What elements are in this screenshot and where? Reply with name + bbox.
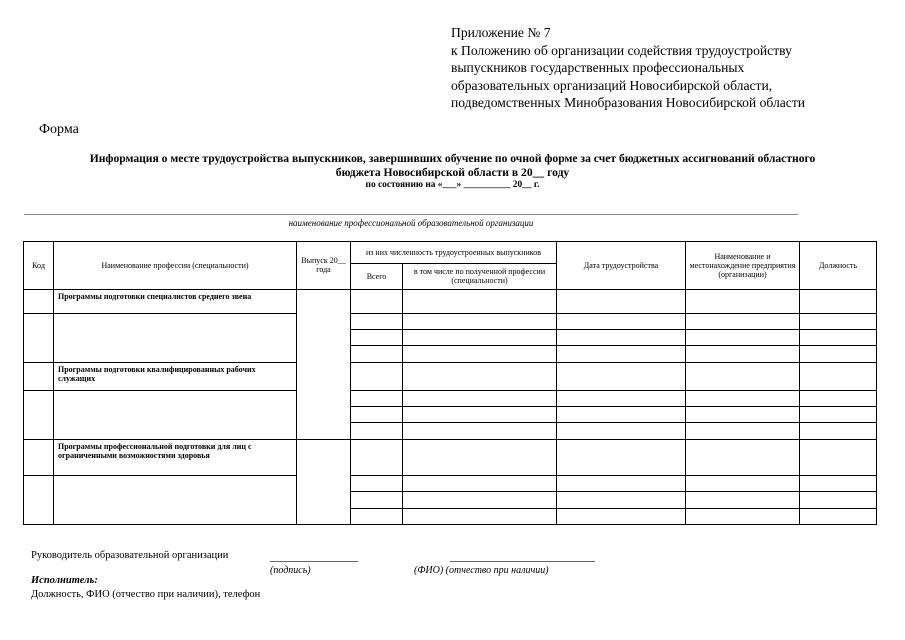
head-signature-label: Руководитель образовательной организации [31, 550, 229, 561]
signature-caption: (подпись) [270, 565, 311, 576]
header-employed-group: из них численность трудоустроенных выпускников [351, 242, 557, 264]
by-profession-cell [403, 439, 557, 476]
position-cell [800, 407, 877, 423]
total-cell [351, 492, 403, 508]
total-cell [351, 314, 403, 330]
employment-date-cell [557, 492, 686, 508]
name-caption: (ФИО) (отчество при наличии) [414, 565, 549, 576]
appendix-line: Приложение № 7 [451, 25, 551, 40]
employment-table [23, 241, 877, 525]
position-cell [800, 508, 877, 524]
code-cell [24, 289, 54, 313]
title-line-2: бюджета Новосибирской области в 20__ году [335, 165, 570, 179]
enterprise-cell [686, 508, 800, 524]
signature-line [270, 561, 358, 562]
total-cell [351, 423, 403, 439]
header-profession: Наименование профессии (специальности) [54, 242, 297, 290]
header-row [24, 242, 877, 264]
header-graduation: Выпуск 20__ года [297, 242, 351, 290]
header-enterprise: Наименование и местонахождение предприятия (организации) [686, 242, 800, 290]
position-cell [800, 439, 877, 476]
appendix-line: к Положению об организации содействия трудоустройству [451, 42, 792, 58]
code-cell [24, 476, 54, 525]
total-cell [351, 362, 403, 390]
by-profession-cell [403, 508, 557, 524]
position-cell [800, 362, 877, 390]
enterprise-cell [686, 423, 800, 439]
as-of-date: по состоянию на «___» __________ 20__ г. [365, 180, 540, 190]
employment-date-cell [557, 289, 686, 313]
by-profession-cell [403, 362, 557, 390]
name-line [450, 561, 595, 562]
profession-cell [54, 314, 297, 363]
header-employment-date: Дата трудоустройства [557, 242, 686, 290]
by-profession-cell [403, 492, 557, 508]
enterprise-cell [686, 476, 800, 492]
total-cell [351, 346, 403, 362]
profession-cell [54, 391, 297, 440]
by-profession-cell [403, 346, 557, 362]
by-profession-cell [403, 391, 557, 407]
employment-date-cell [557, 508, 686, 524]
enterprise-cell [686, 330, 800, 346]
employment-date-cell [557, 362, 686, 390]
header-total: Всего [351, 264, 403, 289]
total-cell [351, 407, 403, 423]
enterprise-cell [686, 289, 800, 313]
appendix-line: подведомственных Минобразования Новосибирской области [451, 95, 806, 110]
table-row [24, 391, 877, 407]
employment-date-cell [557, 407, 686, 423]
enterprise-cell [686, 492, 800, 508]
employment-date-cell [557, 391, 686, 407]
group-title-cell: Программы подготовки специалистов среднего звена [54, 289, 297, 313]
position-cell [800, 346, 877, 362]
enterprise-cell [686, 362, 800, 390]
org-name-line [24, 214, 798, 215]
table-row [24, 439, 877, 476]
org-name-caption: наименование профессиональной образовательной организации [288, 218, 534, 228]
position-cell [800, 391, 877, 407]
position-cell [800, 423, 877, 439]
total-cell [351, 289, 403, 313]
by-profession-cell [403, 289, 557, 313]
group-title-cell: Программы подготовки квалифицированных рабочих служащих [54, 362, 297, 390]
enterprise-cell [686, 346, 800, 362]
enterprise-cell [686, 314, 800, 330]
enterprise-cell [686, 391, 800, 407]
total-cell [351, 508, 403, 524]
graduation-cell [297, 439, 351, 524]
form-label: Форма [39, 122, 79, 137]
table-row [24, 476, 877, 492]
total-cell [351, 330, 403, 346]
table-row [24, 314, 877, 330]
enterprise-cell [686, 407, 800, 423]
table-row [24, 362, 877, 390]
profession-cell [54, 476, 297, 525]
total-cell [351, 391, 403, 407]
graduation-cell [297, 289, 351, 439]
by-profession-cell [403, 423, 557, 439]
executor-info: Должность, ФИО (отчество при наличии), телефон [31, 589, 261, 600]
header-position: Должность [800, 242, 877, 290]
by-profession-cell [403, 476, 557, 492]
position-cell [800, 289, 877, 313]
by-profession-cell [403, 330, 557, 346]
enterprise-cell [686, 439, 800, 476]
employment-date-cell [557, 439, 686, 476]
table-row [24, 289, 877, 313]
appendix-line: образовательных организаций Новосибирской области, [451, 77, 773, 93]
group-title-cell: Программы профессиональной подготовки для лиц с ограниченными возможностями здоровья [54, 439, 297, 476]
total-cell [351, 476, 403, 492]
code-cell [24, 391, 54, 440]
code-cell [24, 362, 54, 390]
employment-date-cell [557, 330, 686, 346]
position-cell [800, 314, 877, 330]
position-cell [800, 476, 877, 492]
code-cell [24, 314, 54, 363]
employment-date-cell [557, 476, 686, 492]
employment-date-cell [557, 314, 686, 330]
appendix-header [451, 24, 891, 112]
employment-date-cell [557, 346, 686, 362]
position-cell [800, 330, 877, 346]
header-by-profession: в том числе по полученной профессии (специальности) [403, 264, 557, 289]
by-profession-cell [403, 314, 557, 330]
executor-label: Исполнитель: [31, 575, 98, 586]
position-cell [800, 492, 877, 508]
employment-date-cell [557, 423, 686, 439]
document-title [40, 152, 865, 179]
total-cell [351, 439, 403, 476]
header-code: Код [24, 242, 54, 290]
appendix-line: выпускников государственных профессиональных [451, 60, 745, 75]
by-profession-cell [403, 407, 557, 423]
title-line-1: Информация о месте трудоустройства выпускников, завершивших обучение по очной форме за счет бюджетных ассигнований областного [89, 152, 816, 165]
code-cell [24, 439, 54, 476]
